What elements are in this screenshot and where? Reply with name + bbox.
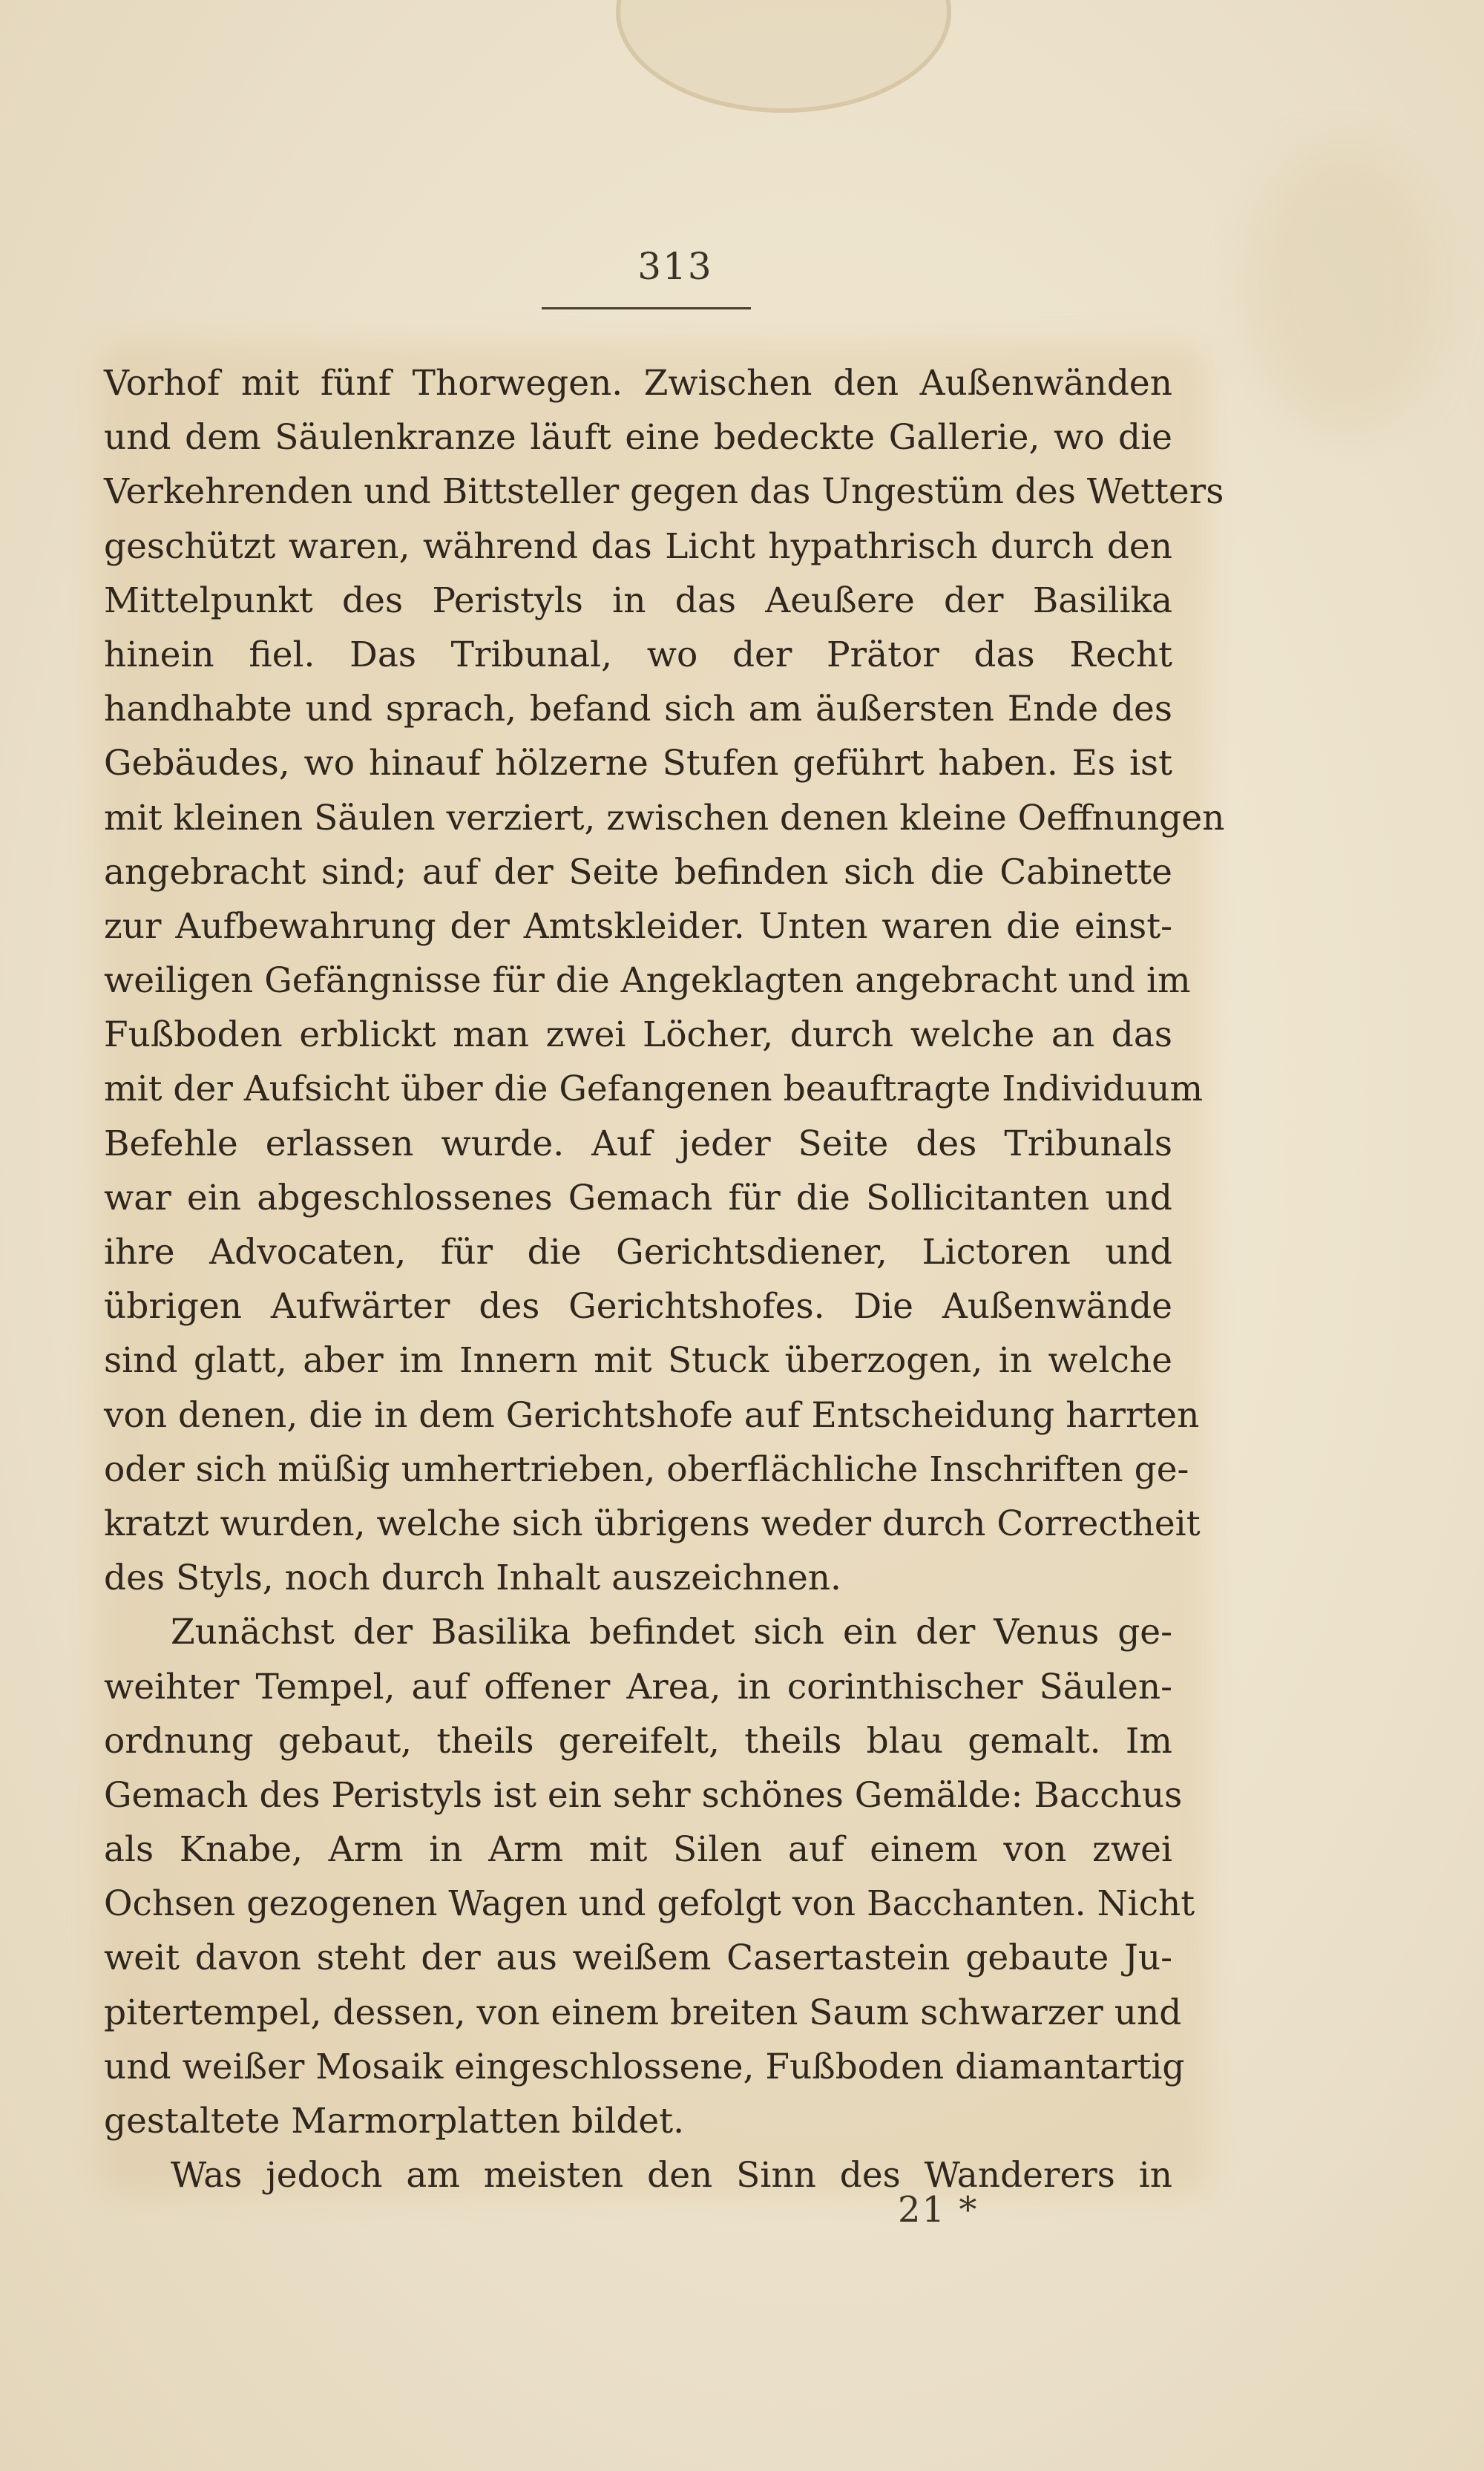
signature-mark: 21 * xyxy=(898,2189,979,2231)
text-line: zur Aufbewahrung der Amtskleider. Unten waren die einst- xyxy=(104,905,1172,947)
text-line: kratzt wurden, welche sich übrigens weder durch Correctheit xyxy=(104,1503,1201,1544)
text-line: ordnung gebaut, theils gereifelt, theils blau gemalt. Im xyxy=(104,1720,1172,1762)
text-line: des Styls, noch durch Inhalt auszeichnen. xyxy=(104,1558,841,1599)
text-line: weiligen Gefängnisse für die Angeklagten angebracht und im xyxy=(104,960,1191,1002)
text-line: handhabte und sprach, befand sich am äußersten Ende des xyxy=(104,689,1172,730)
text-line: ihre Advocaten, für die Gerichtsdiener, Lictoren und xyxy=(104,1232,1172,1273)
body-text xyxy=(104,356,1225,2202)
text-line: oder sich müßig umhertrieben, oberflächliche Inschriften ge- xyxy=(104,1448,1189,1490)
text-line: geschützt waren, während das Licht hypathrisch durch den xyxy=(104,525,1172,567)
text-line: als Knabe, Arm in Arm mit Silen auf einem von zwei xyxy=(104,1829,1172,1871)
text-line: Mittelpunkt des Peristyls in das Aeußere der Basilika xyxy=(104,580,1172,621)
text-line: sind glatt, aber im Innern mit Stuck überzogen, in welche xyxy=(104,1340,1172,1382)
text-line: gestaltete Marmorplatten bildet. xyxy=(104,2101,685,2142)
text-line: und weißer Mosaik eingeschlossene, Fußboden diamantartig xyxy=(104,2046,1185,2087)
paper-stain-circle xyxy=(616,0,951,113)
text-line: Vorhof mit fünf Thorwegen. Zwischen den Außenwänden xyxy=(104,363,1172,404)
text-line: Befehle erlassen wurde. Auf jeder Seite des Tribunals xyxy=(104,1123,1172,1164)
text-line: weihter Tempel, auf offener Area, in corinthischer Säulen- xyxy=(104,1666,1172,1707)
text-line: hinein fiel. Das Tribunal, wo der Prätor das Recht xyxy=(104,634,1172,675)
text-line: und dem Säulenkranze läuft eine bedeckte Gallerie, wo die xyxy=(104,417,1172,459)
text-line: Verkehrenden und Bittsteller gegen das Ungestüm des Wetters xyxy=(104,471,1224,513)
text-line: angebracht sind; auf der Seite befinden sich die Cabinette xyxy=(104,851,1172,893)
text-line: pitertempel, dessen, von einem breiten Saum schwarzer und xyxy=(104,1992,1182,2033)
text-line: mit der Aufsicht über die Gefangenen beauftragte Individuum xyxy=(104,1069,1204,1110)
text-line: Ochsen gezogenen Wagen und gefolgt von Bacchanten. Nicht xyxy=(104,1883,1195,1925)
text-line: mit kleinen Säulen verziert, zwischen denen kleine Oeffnungen xyxy=(104,797,1225,839)
paper-stain-right xyxy=(1247,148,1439,430)
header-rule xyxy=(542,307,751,309)
text-line: von denen, die in dem Gerichtshofe auf Entscheidung harrten xyxy=(104,1394,1200,1436)
text-line: Was jedoch am meisten den Sinn des Wanderers in xyxy=(171,2155,1172,2196)
text-line: Zunächst der Basilika befindet sich ein der Venus ge- xyxy=(171,1612,1172,1653)
text-line: weit davon steht der aus weißem Casertastein gebaute Ju- xyxy=(104,1937,1172,1979)
text-line: Fußboden erblickt man zwei Löcher, durch welche an das xyxy=(104,1014,1172,1056)
text-line: übrigen Aufwärter des Gerichtshofes. Die Außenwände xyxy=(104,1286,1172,1328)
page-number: 313 xyxy=(637,245,713,288)
text-line: war ein abgeschlossenes Gemach für die Sollicitanten und xyxy=(104,1177,1172,1218)
text-line: Gebäudes, wo hinauf hölzerne Stufen geführt haben. Es ist xyxy=(104,743,1172,784)
text-line: Gemach des Peristyls ist ein sehr schönes Gemälde: Bacchus xyxy=(104,1774,1183,1816)
